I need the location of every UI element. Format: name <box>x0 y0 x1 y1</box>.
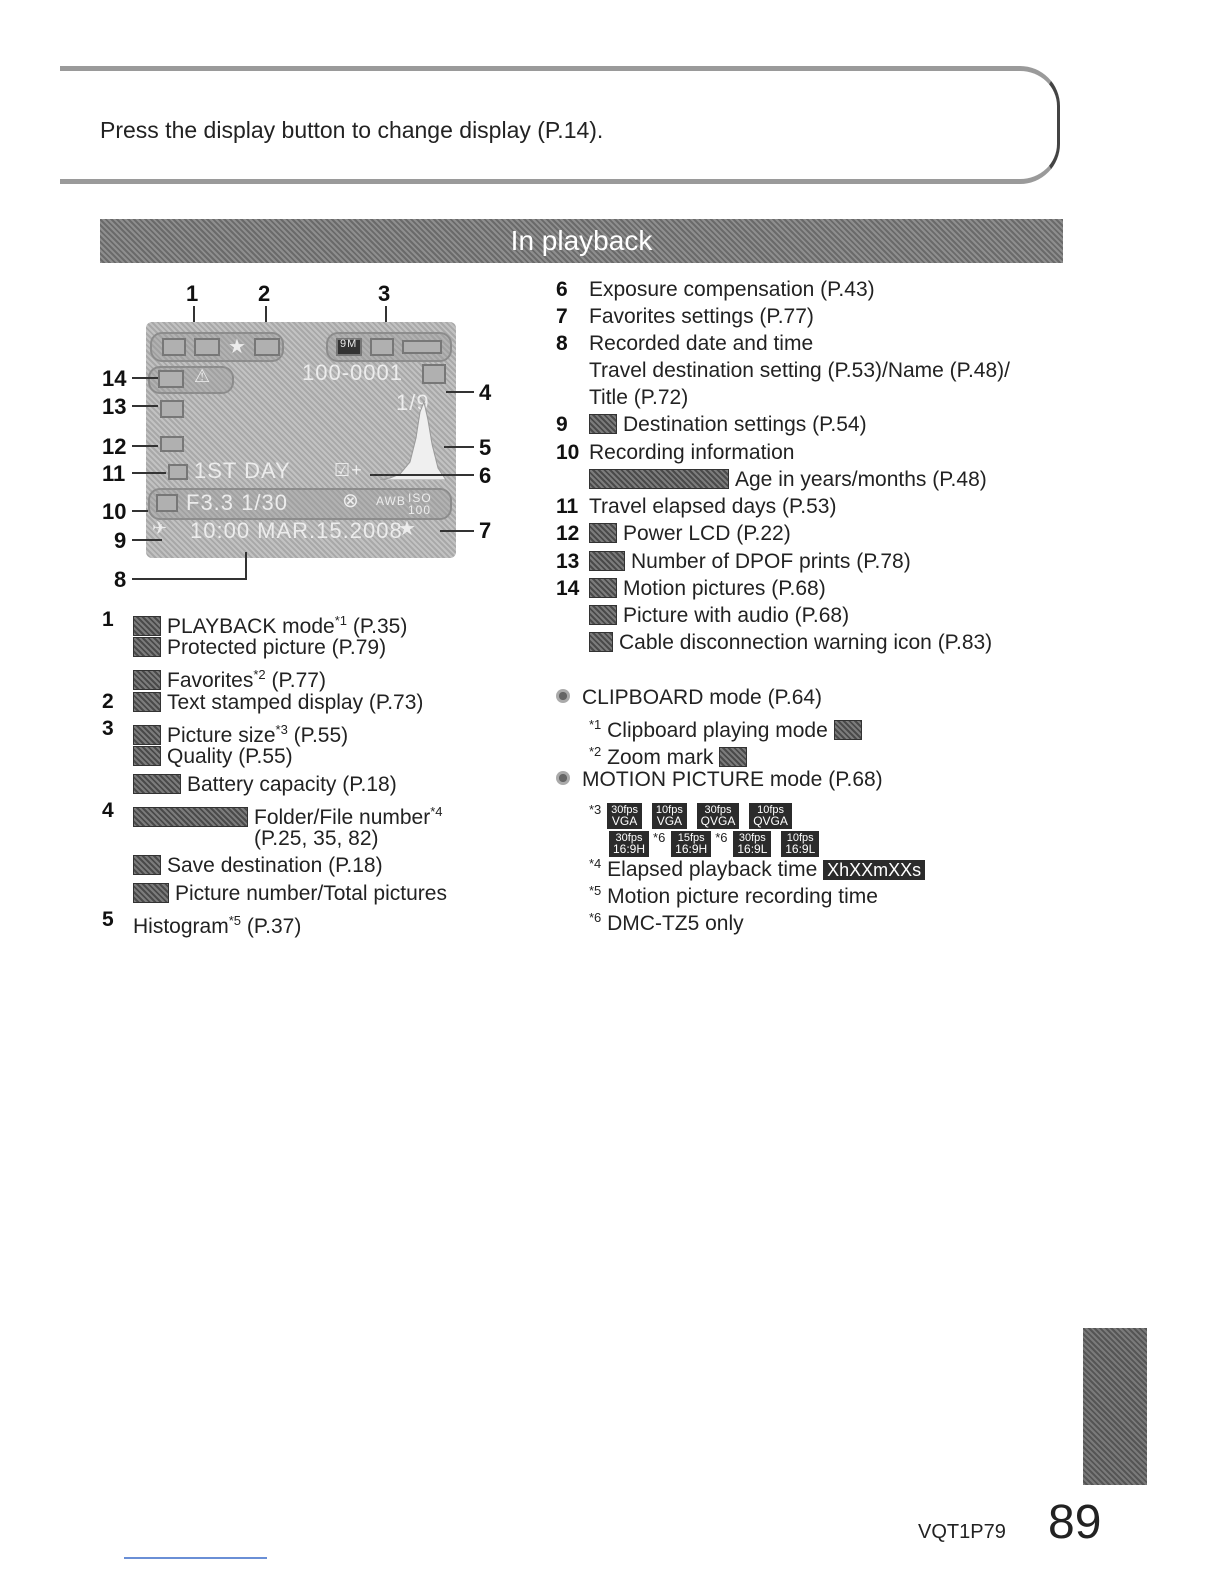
right-item-num: 8 <box>556 332 568 355</box>
travel-day-icon <box>168 464 188 480</box>
list-item: Favorites$^{*2}$ (P.77) <box>133 661 326 694</box>
right-item-num: 6 <box>556 278 568 301</box>
note-box <box>60 66 1060 184</box>
text-stamp-icon <box>133 692 161 712</box>
page-number: 89 <box>1048 1496 1102 1549</box>
badge-30fps-169h: 30fps 16:9H <box>609 831 649 857</box>
badge-30fps-vga: 30fps VGA <box>607 803 642 829</box>
callout-14: 14 <box>102 366 127 391</box>
list-item: PLAYBACK mode$^{*1}$ (P.35) <box>133 607 407 640</box>
favorites-icon: ★ <box>228 336 247 358</box>
motion-picture-icon <box>158 370 184 388</box>
list-item: Motion pictures (P.68) <box>589 575 826 602</box>
callout-9: 9 <box>114 528 127 553</box>
list-item: Number of DPOF prints (P.78) <box>589 548 911 575</box>
zoom-mark-icon <box>719 747 747 767</box>
flash-icon: ⊗ <box>342 490 360 512</box>
list-item: Folder/File number$^{*4}$ <box>133 798 443 831</box>
callout-5: 5 <box>479 435 492 460</box>
right-item-num: 13 <box>556 550 580 573</box>
clipboard-note-2: $^{*2}$ Zoom mark <box>589 738 753 771</box>
motion-rec-note: $^{*5}$ Motion picture recording time <box>589 883 878 908</box>
playback-mode-icon <box>133 616 161 636</box>
protect-icon <box>194 338 220 356</box>
picture-size-icon <box>133 725 161 745</box>
badge-10fps-qvga: 10fps QVGA <box>749 803 792 829</box>
recording-mode-icon <box>156 494 178 512</box>
list-item: Protected picture (P.79) <box>133 634 386 661</box>
battery-icon <box>133 774 181 794</box>
favorite-star-icon: ★ <box>398 518 417 540</box>
list-item: Title (P.72) <box>589 386 689 409</box>
quality-badges-row-2: 30fps 16:9H $^{*6}$ 15fps 16:9H $^{*6}$ 30fps 16:9L 10fps 16:9L <box>609 824 823 857</box>
bullet-icon <box>556 771 570 785</box>
elapsed-time-badge: XhXXmXXs <box>823 860 925 880</box>
save-destination-icon <box>422 364 446 384</box>
badge-10fps-vga: 10fps VGA <box>652 803 687 829</box>
list-item: Travel destination setting (P.53)/Name (P.48)/ <box>589 359 1010 382</box>
list-item: (P.25, 35, 82) <box>254 827 379 850</box>
bullet-icon <box>556 689 570 703</box>
tz5-note: $^{*6}$ DMC-TZ5 only <box>589 910 744 935</box>
list-item: Battery capacity (P.18) <box>133 771 397 798</box>
protect-icon <box>133 637 161 657</box>
left-item-num: 4 <box>102 799 114 822</box>
iso-label: ISO 100 <box>408 491 432 517</box>
right-item-num: 7 <box>556 305 568 328</box>
quality-badges-row-1: $^{*3}$ 30fps VGA 10fps VGA 30fps QVGA 10fps QVGA <box>589 796 796 829</box>
picture-number-icon <box>133 883 169 903</box>
right-item-num: 11 <box>556 495 579 518</box>
list-item: Save destination (P.18) <box>133 852 383 879</box>
travel-day: 1ST DAY <box>194 458 291 483</box>
bottom-rule <box>124 1557 267 1559</box>
list-item: Recorded date and time <box>589 332 814 355</box>
awb-label: AWB <box>376 494 406 508</box>
file-number: 100-0001 <box>302 360 403 385</box>
list-item: Cable disconnection warning icon (P.83) <box>589 629 992 656</box>
age-icon <box>589 469 729 489</box>
histogram <box>380 398 446 480</box>
list-item: Favorites settings (P.77) <box>589 305 814 328</box>
dpof-icon <box>589 551 625 571</box>
list-item: Travel elapsed days (P.53) <box>589 495 837 518</box>
battery-icon <box>402 340 442 354</box>
left-item-num: 5 <box>102 908 114 931</box>
right-item-num: 10 <box>556 441 580 464</box>
callout-4: 4 <box>479 380 492 405</box>
folder-file-number-icon <box>133 807 248 827</box>
list-item: Picture number/Total pictures <box>133 880 447 907</box>
left-item-num: 1 <box>102 608 114 631</box>
document-code: VQT1P79 <box>918 1521 1006 1543</box>
clipboard-mode: CLIPBOARD mode (P.64) <box>556 684 822 711</box>
callout-3: 3 <box>378 281 391 306</box>
list-item: Text stamped display (P.73) <box>133 689 423 716</box>
callout-7: 7 <box>479 518 492 543</box>
quality-icon <box>133 746 161 766</box>
list-item: Picture size$^{*3}$ (P.55) <box>133 716 348 749</box>
save-destination-icon <box>133 855 161 875</box>
list-item: Picture with audio (P.68) <box>589 602 849 629</box>
text-stamp-icon <box>254 338 280 356</box>
callout-8: 8 <box>114 567 127 592</box>
dpof-icon <box>160 400 184 418</box>
destination-icon: ✈ <box>152 518 169 538</box>
right-item-num: 9 <box>556 413 568 436</box>
badge-10fps-169l: 10fps 16:9L <box>781 831 819 857</box>
badge-15fps-169h: 15fps 16:9H <box>671 831 711 857</box>
list-item: Histogram$^{*5}$ (P.37) <box>133 913 302 938</box>
favorites-icon <box>133 670 161 690</box>
list-item: Age in years/months (P.48) <box>589 466 987 493</box>
cable-warning-icon <box>589 632 613 652</box>
callout-11: 11 <box>102 461 126 486</box>
elapsed-playback-note: $^{*4}$ Elapsed playback time XhXXmXXs <box>589 850 929 883</box>
power-lcd-icon <box>589 523 617 543</box>
motion-picture-mode: MOTION PICTURE mode (P.68) <box>556 766 883 793</box>
list-item: Power LCD (P.22) <box>589 520 791 547</box>
section-banner: In playback <box>100 219 1063 263</box>
clipboard-note-1: $^{*1}$ Clipboard playing mode <box>589 711 868 744</box>
left-item-num: 2 <box>102 690 114 713</box>
list-item: Destination settings (P.54) <box>589 411 867 438</box>
callout-1: 1 <box>186 281 199 306</box>
right-item-num: 12 <box>556 522 580 545</box>
motion-picture-icon <box>589 578 617 598</box>
power-lcd-icon <box>160 436 184 452</box>
picture-size-label: 9M <box>340 338 358 350</box>
chapter-thumb-tab <box>1083 1328 1147 1485</box>
quality-icon <box>370 338 394 356</box>
callout-2: 2 <box>258 281 271 306</box>
callout-6: 6 <box>479 463 492 488</box>
picture-count: 1/9 <box>396 390 430 415</box>
list-item: Quality (P.55) <box>133 743 293 770</box>
playback-mode-icon <box>162 338 186 356</box>
clipboard-mode-icon <box>834 720 862 740</box>
list-item: Exposure compensation (P.43) <box>589 278 875 301</box>
record-datetime: 10:00 MAR.15.2008 <box>190 518 403 543</box>
callout-10: 10 <box>102 499 127 524</box>
left-item-num: 3 <box>102 717 114 740</box>
badge-30fps-169l: 30fps 16:9L <box>733 831 771 857</box>
callout-13: 13 <box>102 394 127 419</box>
right-item-num: 14 <box>556 577 580 600</box>
note-text: Press the display button to change display (P.14). <box>100 117 604 143</box>
callout-12: 12 <box>102 434 127 459</box>
exposure-info: F3.3 1/30 <box>186 490 288 515</box>
destination-icon <box>589 414 617 434</box>
warning-icon: ⚠ <box>194 366 212 386</box>
audio-picture-icon <box>589 605 617 625</box>
badge-30fps-qvga: 30fps QVGA <box>697 803 740 829</box>
exposure-compensation-icon: ☑+ <box>334 460 363 480</box>
list-item: Recording information <box>589 441 795 464</box>
